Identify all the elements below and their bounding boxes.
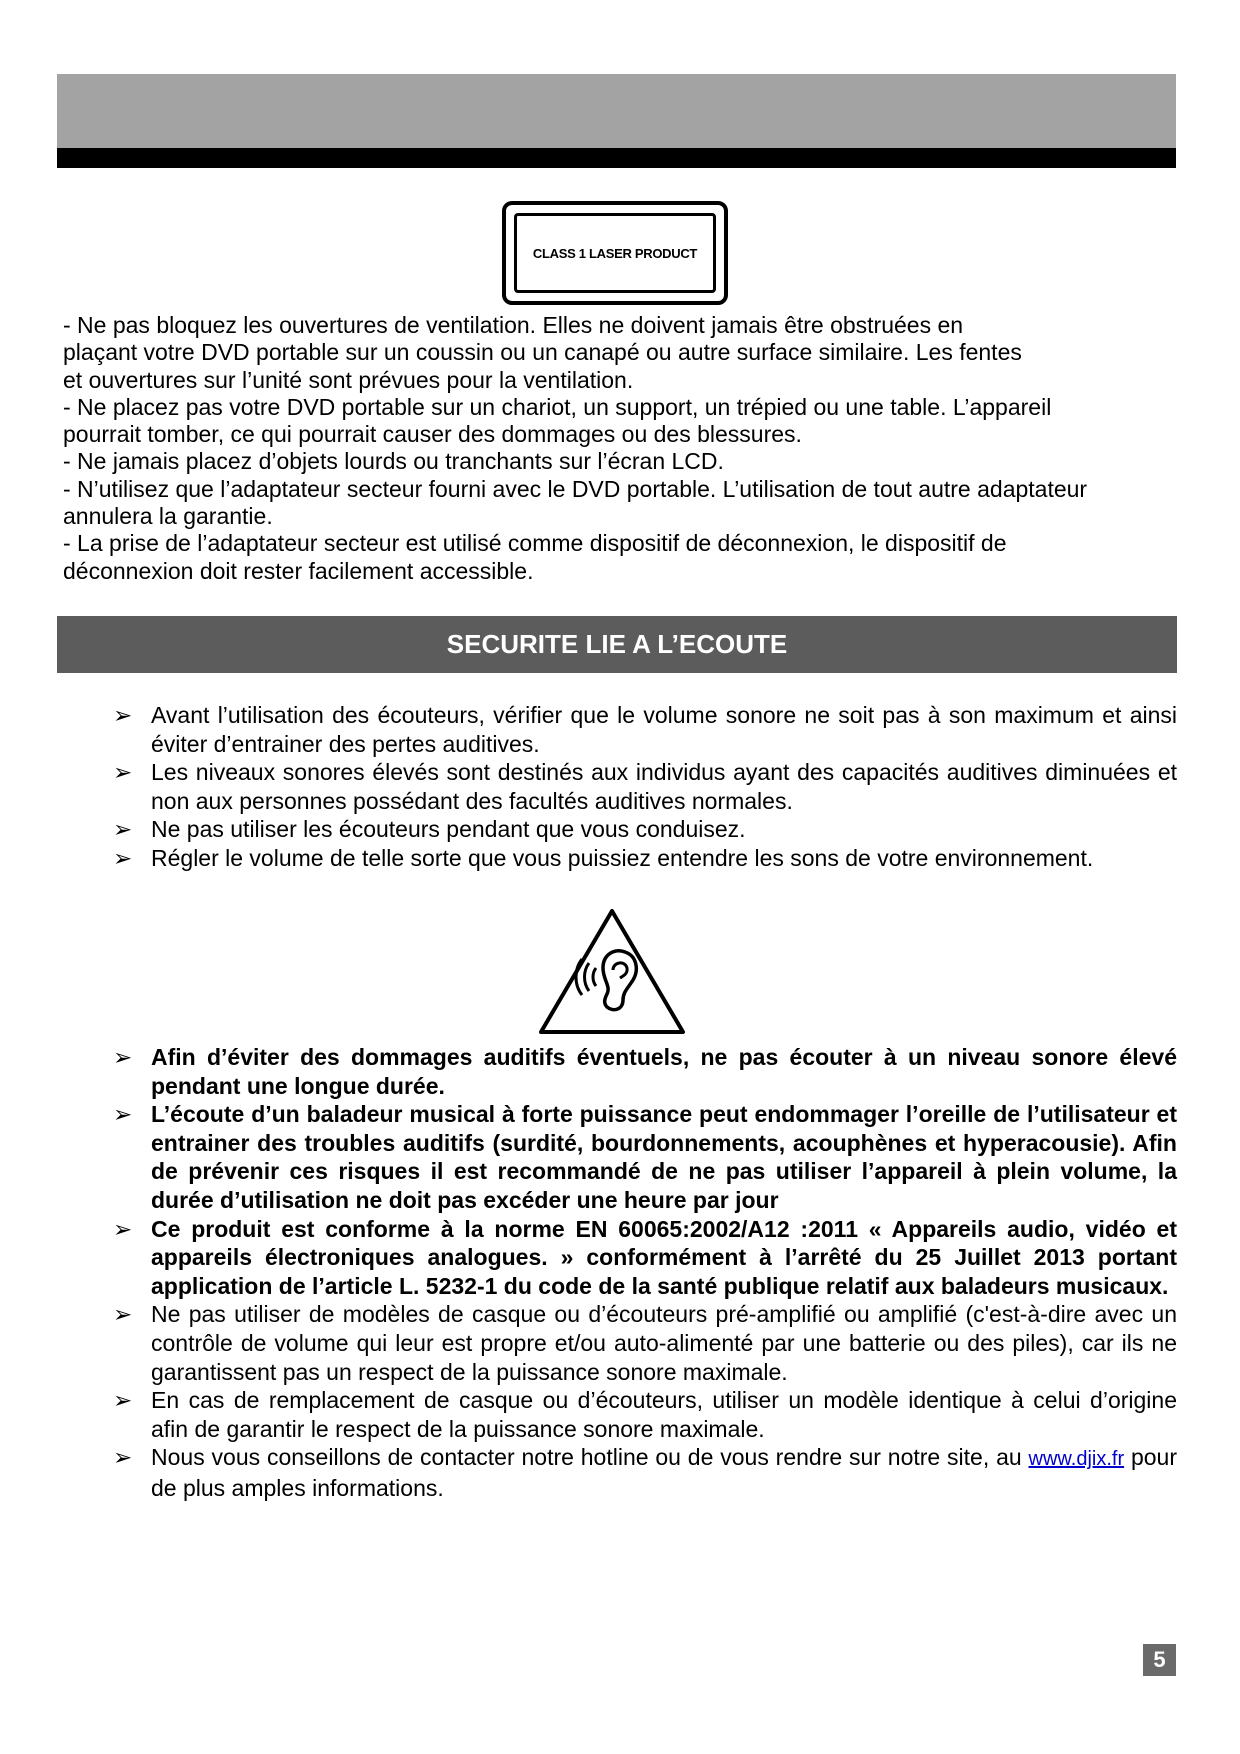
ventilation-instructions	[63, 312, 1178, 585]
arrow-bullet-icon: ➢	[113, 1215, 133, 1242]
list-item	[113, 758, 1177, 815]
paragraph-line: - La prise de l’adaptateur secteur est utilisé comme dispositif de déconnexion, le dispositif de	[63, 530, 1007, 557]
list-item-text: Nous vous conseillons de contacter notre hotline ou de vous rendre sur notre site, au	[151, 1444, 1029, 1471]
laser-label-text: CLASS 1 LASER PRODUCT	[514, 213, 716, 293]
section-title: SECURITE LIE A L’ECOUTE	[57, 616, 1177, 673]
hearing-warning-icon	[537, 906, 687, 1036]
list-item-text: Ne pas utiliser de modèles de casque ou d’écouteurs pré-amplifié ou amplifié (c'est-à-dire avec un contrôle de volume qui leur est propre et/ou auto-alimenté par une batterie ou des piles), car ils ne garantissent pas un respect de la puissance sonore maximale.	[151, 1301, 1177, 1385]
list-item-text: pour de plus amples informations.	[151, 1444, 1177, 1501]
paragraph-line: pourrait tomber, ce qui pourrait causer des dommages ou des blessures.	[63, 421, 802, 448]
header-gray-band	[57, 74, 1176, 148]
list-item-text: En cas de remplacement de casque ou d’écouteurs, utiliser un modèle identique à celui d’origine afin de garantir le respect de la puissance sonore maximale.	[151, 1387, 1177, 1442]
hearing-warnings-list	[113, 1043, 1177, 1503]
list-item	[113, 1043, 1177, 1100]
list-item-text: Les niveaux sonores élevés sont destinés aux individus ayant des capacités auditives diminuées et non aux personnes possédant des facultés auditives normales.	[151, 759, 1177, 814]
list-item	[113, 1215, 1177, 1301]
paragraph-line: annulera la garantie.	[63, 503, 273, 530]
list-item	[113, 701, 1177, 758]
website-link[interactable]: www.djix.fr	[1028, 1448, 1125, 1471]
arrow-bullet-icon: ➢	[113, 1101, 133, 1128]
paragraph-line: déconnexion doit rester facilement accessible.	[63, 557, 534, 584]
list-item-text: Ne pas utiliser les écouteurs pendant que vous conduisez.	[151, 816, 746, 843]
list-item	[113, 1300, 1177, 1386]
header-black-rule	[57, 148, 1176, 168]
paragraph-line: - Ne jamais placez d’objets lourds ou tranchants sur l’écran LCD.	[63, 448, 724, 475]
laser-class-label	[502, 201, 728, 305]
paragraph-line: - Ne placez pas votre DVD portable sur un chariot, un support, un trépied ou une table. L’appareil	[63, 393, 1052, 420]
arrow-bullet-icon: ➢	[113, 1387, 133, 1414]
arrow-bullet-icon: ➢	[113, 816, 133, 843]
paragraph-line: - N’utilisez que l’adaptateur secteur fourni avec le DVD portable. L’utilisation de tout autre adaptateur	[63, 475, 1088, 502]
paragraph-line: - Ne pas bloquez les ouvertures de ventilation. Elles ne doivent jamais être obstruées en	[63, 312, 964, 338]
list-item	[113, 1386, 1177, 1443]
arrow-bullet-icon: ➢	[113, 1044, 133, 1070]
list-item	[113, 1443, 1177, 1502]
listening-safety-list	[113, 701, 1177, 873]
list-item-text: Ce produit est conforme à la norme EN 60065:2002/A12 :2011 « Appareils audio, vidéo et appareils électroniques analogues. » conformément à l’arrêté du 25 Juillet 2013 portant application de l’article L. 5232-1 du code de la santé publique relatif aux baladeurs musicaux.	[151, 1215, 1177, 1299]
list-item	[113, 1100, 1177, 1214]
list-item	[113, 815, 1177, 844]
list-item-text: L’écoute d’un baladeur musical à forte puissance peut endommager l’oreille de l’utilisateur et entrainer des troubles auditifs (surdité, bourdonnements, acouphènes et hyperacousie). Afin de prévenir ces risques il est recommandé de ne pas utiliser l’appareil à plein volume, la durée d’utilisation ne doit pas excéder une heure par jour	[151, 1101, 1177, 1213]
arrow-bullet-icon: ➢	[113, 759, 133, 786]
list-item-text: Afin d’éviter des dommages auditifs éventuels, ne pas écouter à un niveau sonore élevé pendant une longue durée.	[151, 1044, 1177, 1099]
arrow-bullet-icon: ➢	[113, 702, 133, 728]
arrow-bullet-icon: ➢	[113, 1444, 133, 1471]
list-item-text: Régler le volume de telle sorte que vous puissiez entendre les sons de votre environnement.	[151, 844, 1094, 871]
arrow-bullet-icon: ➢	[113, 844, 133, 871]
page-number: 5	[1143, 1644, 1176, 1676]
list-item-text: Avant l’utilisation des écouteurs, vérifier que le volume sonore ne soit pas à son maximum et ainsi éviter d’entrainer des pertes auditives.	[151, 702, 1177, 757]
paragraph-line: plaçant votre DVD portable sur un coussin ou un canapé ou autre surface similaire. Les fentes	[63, 339, 1022, 366]
list-item	[113, 844, 1177, 873]
paragraph-line: et ouvertures sur l’unité sont prévues pour la ventilation.	[63, 366, 634, 393]
arrow-bullet-icon: ➢	[113, 1301, 133, 1328]
